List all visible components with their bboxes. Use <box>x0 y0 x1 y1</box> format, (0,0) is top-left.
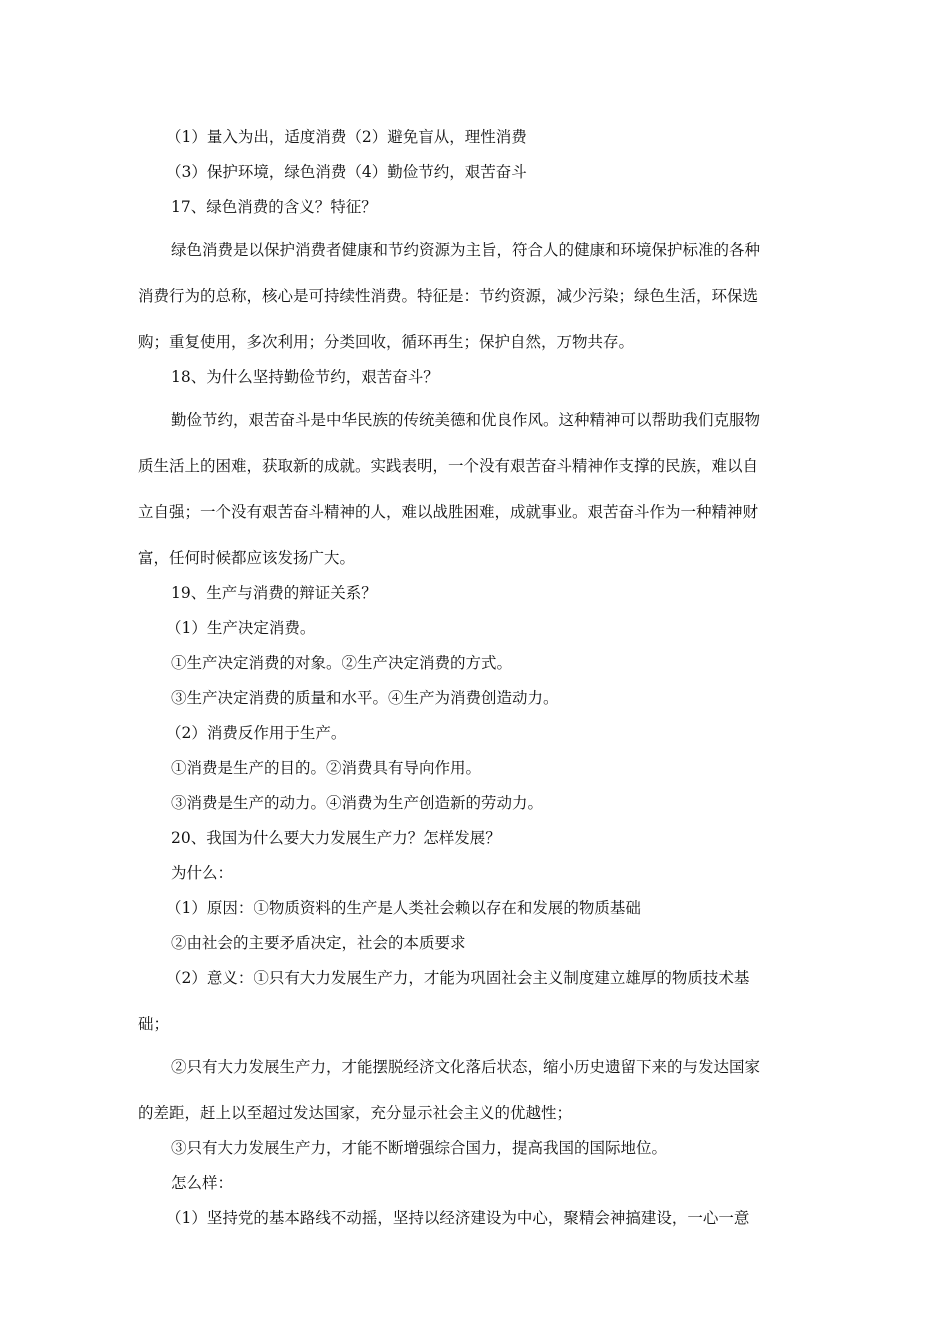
text-line: （1）生产决定消费。 <box>166 619 316 637</box>
text-line: ②由社会的主要矛盾决定，社会的本质要求 <box>171 934 466 952</box>
text-line: 础； <box>138 1015 170 1033</box>
text-line: 质生活上的困难，获取新的成就。实践表明，一个没有艰苦奋斗精神作支撑的民族，难以自 <box>138 457 759 475</box>
text-line: 为什么： <box>171 864 234 882</box>
text-line: 绿色消费是以保护消费者健康和节约资源为主旨，符合人的健康和环境保护标准的各种 <box>171 241 761 259</box>
text-line: 立自强；一个没有艰苦奋斗精神的人，难以战胜困难，成就事业。艰苦奋斗作为一种精神财 <box>138 503 759 521</box>
text-line: ①生产决定消费的对象。②生产决定消费的方式。 <box>171 654 513 672</box>
section-heading-20: 20、我国为什么要大力发展生产力？怎样发展？ <box>171 829 501 847</box>
text-line: 购；重复使用，多次利用；分类回收，循环再生；保护自然，万物共存。 <box>138 333 635 351</box>
text-line: ③生产决定消费的质量和水平。④生产为消费创造动力。 <box>171 689 559 707</box>
text-line: ②只有大力发展生产力，才能摆脱经济文化落后状态，缩小历史遗留下来的与发达国家 <box>171 1058 761 1076</box>
text-line: （2）消费反作用于生产。 <box>166 724 347 742</box>
text-line: ③只有大力发展生产力，才能不断增强综合国力，提高我国的国际地位。 <box>171 1139 668 1157</box>
text-line: （1）坚持党的基本路线不动摇，坚持以经济建设为中心，聚精会神搞建设，一心一意 <box>166 1209 750 1227</box>
text-line: （1）量入为出，适度消费（2）避免盲从，理性消费 <box>166 128 527 146</box>
text-line: 消费行为的总称，核心是可持续性消费。特征是：节约资源，减少污染；绿色生活，环保选 <box>138 287 759 305</box>
section-heading-19: 19、生产与消费的辩证关系？ <box>171 584 377 602</box>
section-heading-17: 17、绿色消费的含义？特征？ <box>171 198 377 216</box>
section-heading-18: 18、为什么坚持勤俭节约，艰苦奋斗？ <box>171 368 439 386</box>
text-line: （2）意义：①只有大力发展生产力，才能为巩固社会主义制度建立雄厚的物质技术基 <box>166 969 750 987</box>
text-line: 勤俭节约，艰苦奋斗是中华民族的传统美德和优良作风。这种精神可以帮助我们克服物 <box>171 411 761 429</box>
text-line: （3）保护环境，绿色消费（4）勤俭节约，艰苦奋斗 <box>166 163 527 181</box>
text-line: 的差距，赶上以至超过发达国家，充分显示社会主义的优越性； <box>138 1104 573 1122</box>
text-line: （1）原因：①物质资料的生产是人类社会赖以存在和发展的物质基础 <box>166 899 641 917</box>
text-line: 富，任何时候都应该发扬广大。 <box>138 549 356 567</box>
text-line: ①消费是生产的目的。②消费具有导向作用。 <box>171 759 482 777</box>
document-body <box>138 126 814 1229</box>
text-line: 怎么样： <box>171 1174 234 1192</box>
text-line: ③消费是生产的动力。④消费为生产创造新的劳动力。 <box>171 794 544 812</box>
